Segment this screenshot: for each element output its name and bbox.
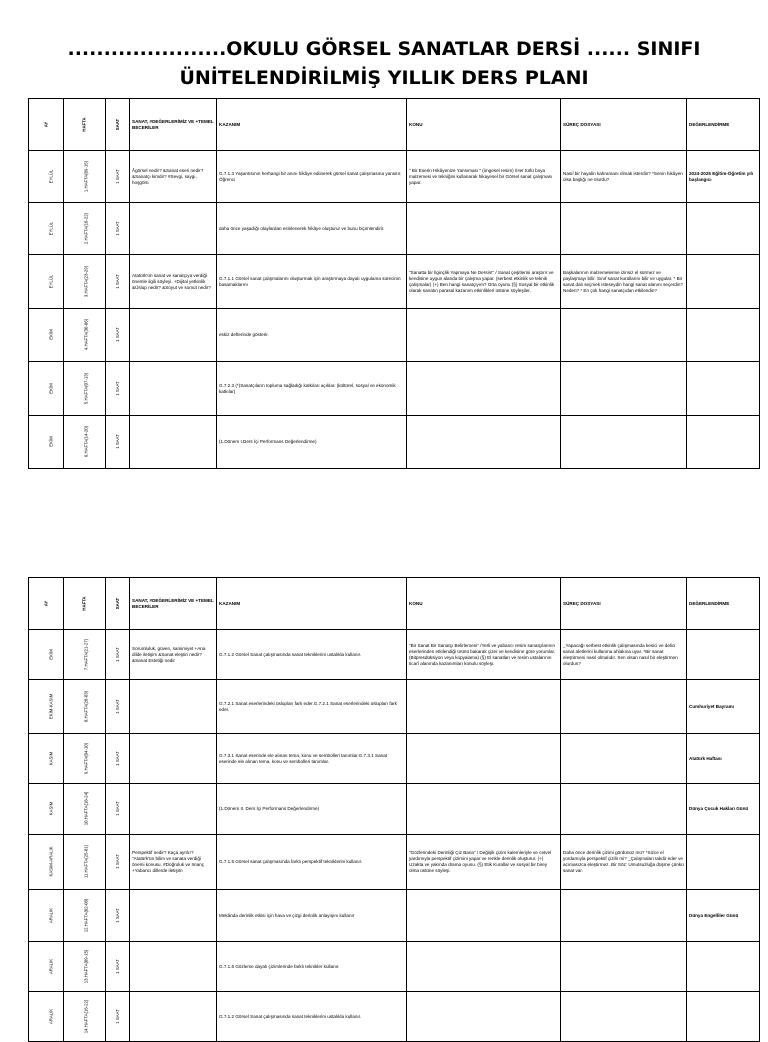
cell-degerlendirme <box>687 992 760 1042</box>
cell-ay <box>29 151 64 203</box>
cell-konu <box>407 942 561 992</box>
cell-ay <box>29 734 64 784</box>
table-row <box>29 835 760 890</box>
cell-ay-text: KASIM-ARALIK <box>48 846 54 877</box>
cell-kazanim: G.7.1.6 Gözleme dayalı çizimlerinde farklı teknikler kullanır. <box>217 942 407 992</box>
table-row <box>29 203 760 255</box>
cell-saat-text: 1 SAAT <box>115 958 120 974</box>
header-konu: KONU <box>407 99 561 151</box>
cell-surec <box>561 784 687 835</box>
cell-ay-text: EKİM <box>48 648 54 660</box>
table-row <box>29 942 760 992</box>
cell-saat <box>106 151 130 203</box>
header-surec: SÜREÇ DOSYASI <box>561 99 687 151</box>
header-ay-text: AY <box>43 121 49 127</box>
cell-hafta-text: 7.HAFTA(21-27) <box>83 638 89 670</box>
cell-degerler <box>130 992 217 1042</box>
cell-surec <box>561 416 687 469</box>
table-row <box>29 992 760 1042</box>
table-header-row <box>29 578 760 630</box>
header-saat <box>106 99 130 151</box>
cell-hafta <box>64 680 106 734</box>
cell-degerlendirme: Atatürk Haftası <box>687 734 760 784</box>
cell-surec <box>561 942 687 992</box>
cell-degerler <box>130 784 217 835</box>
cell-saat <box>106 203 130 255</box>
cell-konu: " Bir Eserin Hikâyenize Yansıması " (imgesel resim) /Her türlü boya malzemesi ve tekniğini kullanarak hikayesel bir Görsel sanat çalışması yapar. <box>407 151 561 203</box>
cell-hafta-text: 2.HAFTA(16-22) <box>83 212 89 244</box>
cell-ay <box>29 362 64 416</box>
cell-hafta <box>64 784 106 835</box>
cell-saat-text: 1 SAAT <box>115 434 120 449</box>
table-row <box>29 309 760 362</box>
header-hafta <box>64 99 106 151</box>
cell-hafta-text: 5.HAFTA(07-13) <box>83 372 89 404</box>
cell-saat <box>106 784 130 835</box>
header-ay-text: AY <box>43 600 49 606</box>
cell-saat-text: 1 SAAT <box>115 1008 120 1024</box>
cell-konu: "Bir Sanat Bir Sanatçı Belirlemeni" /Yerli ve yabancı resim sanatçılarının eserlerinden etkilendiği ürünü bakarak çizer ve kendisine göre yorumlar. (Bitpresdüksiyon veya kopyalama) (§) El sanatları ve resim ustalarının ticarî alanında kazanımları konulu söyleşi. <box>407 630 561 680</box>
cell-degerler <box>130 942 217 992</box>
cell-saat-text: 1 SAAT <box>115 168 120 184</box>
cell-degerler <box>130 416 217 469</box>
cell-hafta-text: 1.HAFTA(09-15) <box>83 160 89 192</box>
cell-konu <box>407 992 561 1042</box>
cell-ay <box>29 630 64 680</box>
table-header-row <box>29 99 760 151</box>
cell-kazanim: G.7.1.5 Görsel sanat çalışmasında farklı perspektif tekniklerini kullanır. <box>217 835 407 890</box>
cell-hafta <box>64 942 106 992</box>
cell-degerlendirme <box>687 362 760 416</box>
cell-ay <box>29 942 64 992</box>
cell-ay-text: ARALIK <box>48 1008 54 1024</box>
cell-hafta-text: 12.HAFTA(02-08) <box>83 898 89 932</box>
cell-hafta-text: 3.HAFTA(23-29) <box>83 265 89 297</box>
cell-degerler <box>130 309 217 362</box>
header-saat <box>106 578 130 630</box>
cell-saat <box>106 416 130 469</box>
cell-konu <box>407 890 561 942</box>
cell-ay-text: EKİM-KASIM <box>48 693 54 719</box>
cell-degerler: Perspektif nedir? Kaça ayrılır? "Atatürk'ün bilim ve sanata verdiği önemi konusu. #Doğruluk ve Imanç +Yabancı dillerde iletişim <box>130 835 217 890</box>
header-hafta-text: HAFTA <box>82 116 87 132</box>
cell-surec <box>561 203 687 255</box>
cell-ay <box>29 784 64 835</box>
cell-degerlendirme: Dünya Çocuk Hakları Günü <box>687 784 760 835</box>
header-surec: SÜREÇ DOSYASI <box>561 578 687 630</box>
cell-saat <box>106 309 130 362</box>
cell-konu <box>407 734 561 784</box>
cell-ay <box>29 680 64 734</box>
table-row <box>29 362 760 416</box>
cell-kazanim: G.7.1.3 Yaşantısının herhangi bir anını hikâye ediinerek görsel sanat çalışmasına yansıtır. Öğrenci <box>217 151 407 203</box>
cell-ay <box>29 255 64 309</box>
header-degerler: SANAT, #DEĞERLERİMİZ VE +TEMEL BECERİLER <box>130 99 217 151</box>
cell-hafta <box>64 151 106 203</box>
cell-konu: "Sanatta bir İlginçlik Yapmaya Ne Dersin!" / Sanat çeşitlerini araştırır ve kendisine uygun alanda bir çalışma yapar. (serbest etkinlik ve teknik çalışmalar) (+) Ben hangi sanatçıyım? Orta oyunu (§) Sosyal bir etkinlik olarak sanatın parasal kazanım etkinlikleri üstüne söyleşiler. <box>407 255 561 309</box>
cell-degerlendirme <box>687 416 760 469</box>
table-row <box>29 255 760 309</box>
cell-surec: Başkalarının malzemelerine izinsiz el sürmez ve paylaşmayı bilir. Sınıf sanat kurallarını bilir ve uygular. * Bir sanat dalı seçmek isteseydin hangi sanat alanını seçerdin? Neden? * En çok hangi sanatçıdan etkilendin? <box>561 255 687 309</box>
cell-hafta <box>64 416 106 469</box>
cell-saat-text: 1 SAAT <box>115 380 120 396</box>
cell-degerlendirme <box>687 255 760 309</box>
cell-kazanim: G.7.2.1 Sanat eserlerindeki üslupları fark eder.G.7.2.1 Sanat eserlerindeki üslupları fark eder. <box>217 680 407 734</box>
cell-saat <box>106 362 130 416</box>
cell-surec <box>561 309 687 362</box>
header-hafta <box>64 578 106 630</box>
cell-kazanim: G.7.3.1 Sanat eserinde ele alınan tema, konu ve sembolleri tanımlar.G.7.3.1 Sanat eserinde ele alınan tema, konu ve sembolleri tanımlar. <box>217 734 407 784</box>
cell-hafta-text: 14.HAFTA(16-22) <box>83 999 89 1033</box>
cell-hafta-text: 4.HAFTA(30-06) <box>83 318 89 351</box>
cell-saat-text: 1 SAAT <box>115 907 120 923</box>
cell-degerler <box>130 734 217 784</box>
table-row <box>29 630 760 680</box>
header-ay <box>29 99 64 151</box>
cell-ay-text: EKİM <box>48 382 54 394</box>
cell-saat <box>106 992 130 1042</box>
cell-degerler: Ågörsel nedir? &Sanat eseri nedir? &Sanatçı kimdir? #Sevgi, saygı, hoşgörü <box>130 151 217 203</box>
cell-saat-text: 1 SAAT <box>115 220 120 236</box>
document-title-line2: ÜNİTELENDİRİLMİŞ YILLIK DERS PLANI <box>179 67 589 89</box>
header-degerlendirme: DEĞERLENDİRME <box>687 99 760 151</box>
plan-table-page1 <box>28 98 760 469</box>
cell-ay-text: KASIM <box>48 751 54 765</box>
cell-degerlendirme <box>687 203 760 255</box>
cell-saat <box>106 680 130 734</box>
header-kazanim: KAZANIM <box>217 99 407 151</box>
cell-hafta <box>64 992 106 1042</box>
cell-hafta-text: 9.HAFTA(04-10) <box>83 742 89 774</box>
table-row <box>29 734 760 784</box>
table-row <box>29 680 760 734</box>
cell-ay <box>29 416 64 469</box>
cell-ay-text: EKİM <box>48 329 54 340</box>
cell-degerler <box>130 203 217 255</box>
cell-hafta <box>64 835 106 890</box>
cell-surec <box>561 734 687 784</box>
cell-kazanim: G.7.1.2 Görsel Sanat çalışmasında sanat tekniklerini ustalıkla kullanır. <box>217 630 407 680</box>
cell-saat <box>106 835 130 890</box>
cell-kazanim: (1.Dönem II. Ders İçi Performans Değerlendirme) <box>217 784 407 835</box>
cell-ay <box>29 992 64 1042</box>
cell-surec: _Yapacağı serbest etkinlik çalışmasında kesici ve delici sanat aletlerini kullanma ahlakına uyar. *Bir sanat eleştirmeni nasıl olmalıdır. Sen olsan nasıl bir eleştirmen olurdun? <box>561 630 687 680</box>
cell-saat-text: 1 SAAT <box>115 750 120 766</box>
header-konu: KONU <box>407 578 561 630</box>
cell-saat-text: 1 SAAT <box>115 273 120 289</box>
cell-hafta <box>64 630 106 680</box>
cell-saat-text: 1 SAAT <box>115 801 120 816</box>
cell-konu: "Gözlerindeki Derinliği Çiz Bana" / Değişik çizim kalemleriyle ve cetvel yardımıyla perspektif çizimini yapar ve renkle derinlik oluşturur. (+) Uzakta ve yakında drama oyunu. (§) Etik Kurallar ve sosyal bir birey olma üstüne söyleşi. <box>407 835 561 890</box>
table-row <box>29 151 760 203</box>
cell-ay <box>29 890 64 942</box>
cell-saat <box>106 734 130 784</box>
cell-ay-text: ARALIK <box>48 907 54 923</box>
cell-surec <box>561 890 687 942</box>
header-ay <box>29 578 64 630</box>
cell-degerlendirme <box>687 835 760 890</box>
cell-saat-text: 1 SAAT <box>115 327 120 342</box>
cell-surec <box>561 992 687 1042</box>
cell-ay-text: EYLÜL <box>48 169 54 183</box>
plan-table-page2 <box>28 577 760 1042</box>
cell-hafta <box>64 734 106 784</box>
cell-saat-text: 1 SAAT <box>115 854 120 869</box>
header-hafta-text: HAFTA <box>82 595 87 611</box>
header-saat-text: SAAT <box>114 118 120 130</box>
cell-hafta <box>64 255 106 309</box>
cell-degerlendirme <box>687 942 760 992</box>
cell-kazanim: G.7.1.2 Görsel Sanat çalışmasında sanat tekniklerini ustalıkla kullanır. <box>217 992 407 1042</box>
cell-kazanim: daha önce yaşadığı olaylardan esinlenerek hikâye oluşturur ve bunu biçimlendirir. <box>217 203 407 255</box>
cell-hafta <box>64 890 106 942</box>
cell-ay <box>29 309 64 362</box>
document-title-line1: ......................OKULU GÖRSEL SANATLAR DERSİ ...... SINIFI <box>67 38 701 60</box>
cell-kazanim: (1.Dönem I.Ders İçi Performans Değerlendirme) <box>217 416 407 469</box>
cell-surec <box>561 680 687 734</box>
cell-surec: Nasıl bir hayalin kahramanı olmak isterdin? *Senin hikâyen olsa başlığı ne olurdu? <box>561 151 687 203</box>
table-row <box>29 784 760 835</box>
cell-konu <box>407 680 561 734</box>
cell-konu <box>407 784 561 835</box>
cell-kazanim: G.7.1.1 Görsel sanat çalışmalarını oluşturmak için araştırmaya dayalı uygulama sürecinin basamaklarını <box>217 255 407 309</box>
cell-degerlendirme: 2024-2025 Eğitim-Öğretim yılı başlangıcı <box>687 151 760 203</box>
cell-hafta-text: 10.HAFTA(18-24) <box>83 791 89 826</box>
table-row <box>29 416 760 469</box>
header-kazanim: KAZANIM <box>217 578 407 630</box>
cell-saat <box>106 942 130 992</box>
cell-saat <box>106 630 130 680</box>
table-row <box>29 890 760 942</box>
cell-hafta <box>64 309 106 362</box>
cell-ay <box>29 203 64 255</box>
cell-degerlendirme: Dünya Engelliler Günü <box>687 890 760 942</box>
cell-hafta-text: 8.HAFTA(28-03) <box>83 690 89 722</box>
cell-degerler <box>130 890 217 942</box>
cell-saat-text: 1 SAAT <box>115 698 120 714</box>
cell-degerler: Sorumluluk, güven, samimiyet +Ana dilde iletişim &Sanat eleştiri nedir? &Sanat Estetiği nedir <box>130 630 217 680</box>
cell-saat-text: 1 SAAT <box>115 646 120 662</box>
cell-kazanim: eskiz defterinde gösterir. <box>217 309 407 362</box>
cell-ay-text: EKİM <box>48 436 54 447</box>
cell-surec: Daha önce derinlik çizimi gördünüz mü? *Sizce el yordamıyla perspektif çizilir mi? _Çalışmaları takdir eder ve acımasızca eleştirmez. Bir Söz: Umutsuzluğa düşme çünkü sanat var. <box>561 835 687 890</box>
cell-hafta-text: 13.HAFTA(09-15) <box>83 949 89 983</box>
cell-hafta <box>64 203 106 255</box>
header-degerlendirme: DEĞERLENDİRME <box>687 578 760 630</box>
cell-degerler: Atatürk'ün sanat ve sanatçıya verdiği önemle ilgili söyleyi. +Dijital yetkinlik &Üslup nedir? &Soyut ve somut nedir? <box>130 255 217 309</box>
cell-saat <box>106 890 130 942</box>
cell-hafta-text: 11.HAFTA(25-01) <box>83 844 89 879</box>
cell-degerlendirme: Cumhuriyet Bayramı <box>687 680 760 734</box>
cell-saat <box>106 255 130 309</box>
cell-ay-text: KASIM <box>48 801 54 816</box>
header-degerler: SANAT, #DEĞERLERİMİZ VE +TEMEL BECERİLER <box>130 578 217 630</box>
cell-hafta-text: 6.HAFTA(14-20) <box>83 425 89 458</box>
cell-degerlendirme <box>687 630 760 680</box>
cell-degerlendirme <box>687 309 760 362</box>
cell-kazanim: Mekânda derinlik etkisi için hava ve çizgi derinlik anlayışını kullanır <box>217 890 407 942</box>
cell-degerler <box>130 362 217 416</box>
cell-degerler <box>130 680 217 734</box>
cell-surec <box>561 362 687 416</box>
cell-konu <box>407 203 561 255</box>
cell-konu <box>407 309 561 362</box>
cell-ay-text: ARALIK <box>48 958 54 974</box>
header-saat-text: SAAT <box>114 597 120 609</box>
cell-konu <box>407 362 561 416</box>
cell-kazanim: G.7.2.3 (*)Sanatçıların topluma sağladığı katkıları açıklar. (kültürel, sosyal ve ekonomik katkılar) <box>217 362 407 416</box>
cell-ay-text: EYLÜL <box>48 221 54 235</box>
cell-hafta <box>64 362 106 416</box>
cell-ay-text: EYLÜL <box>48 274 54 288</box>
cell-ay <box>29 835 64 890</box>
cell-konu <box>407 416 561 469</box>
